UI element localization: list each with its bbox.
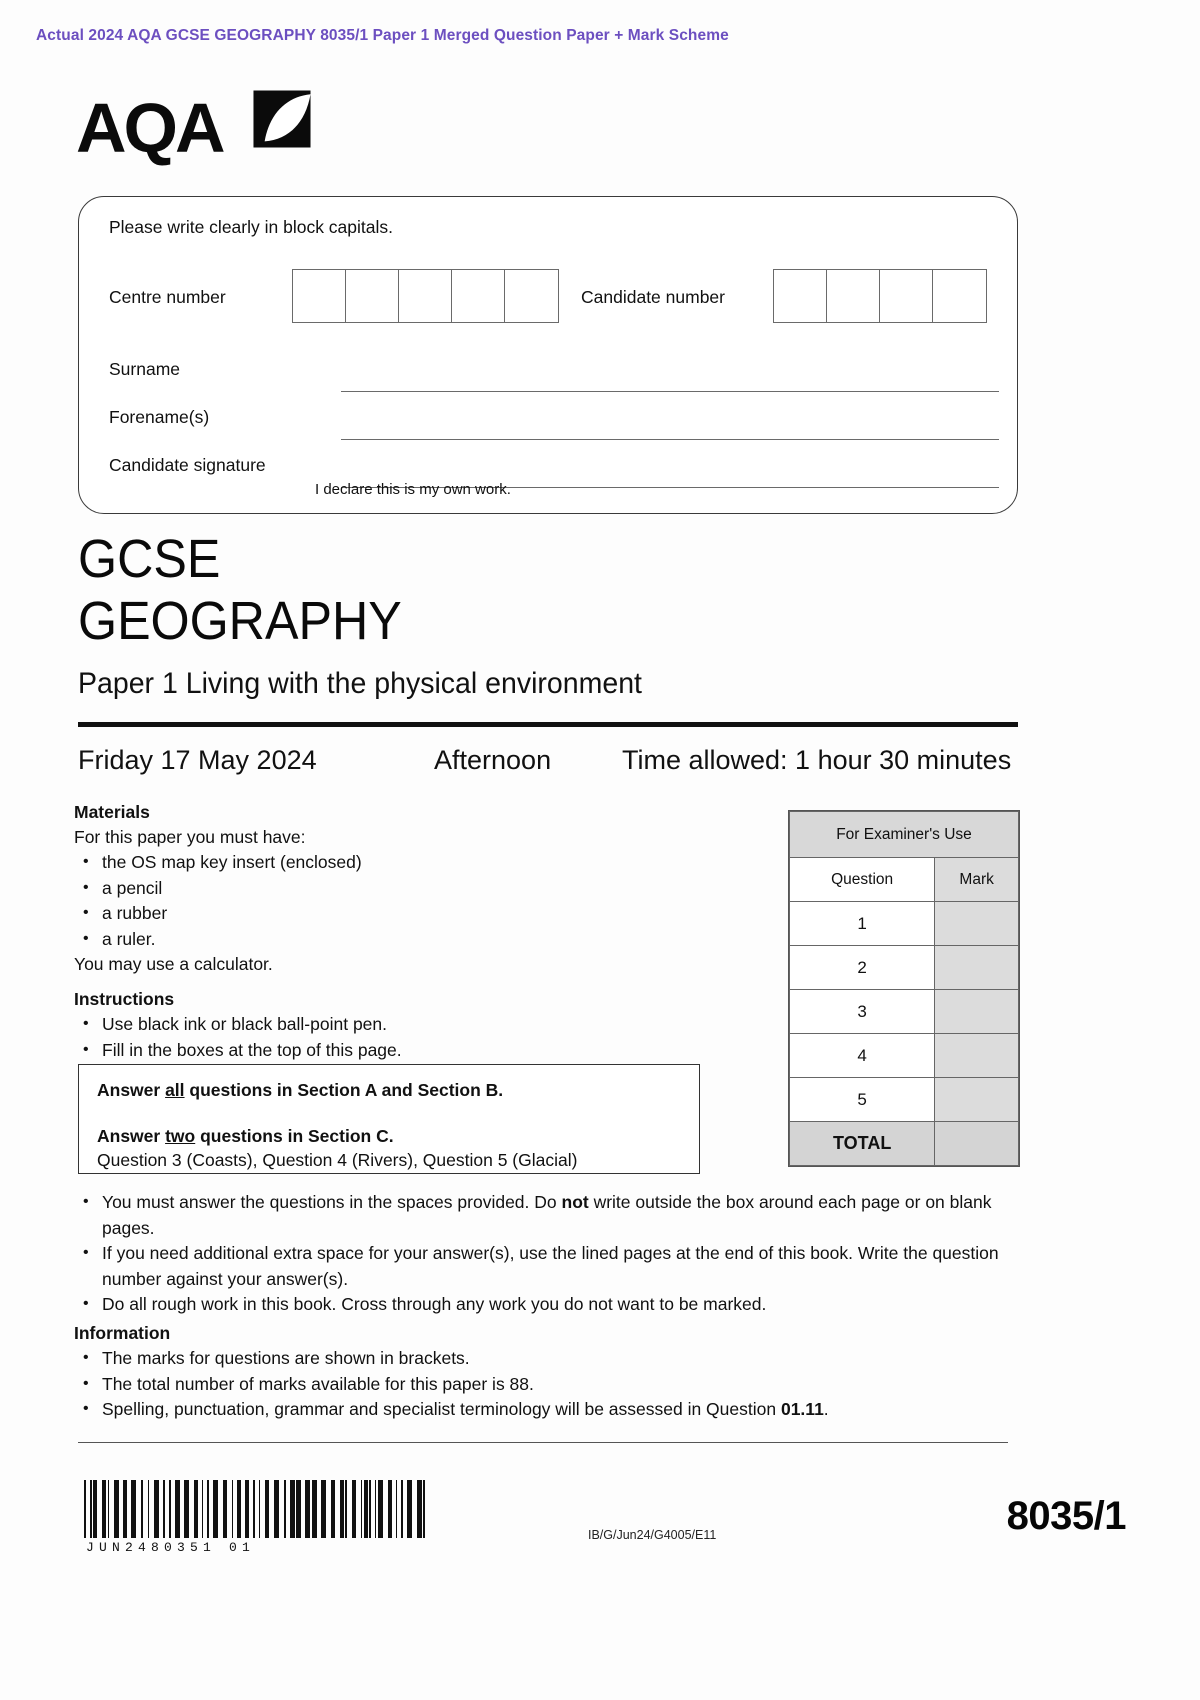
column-header-question: Question (790, 858, 935, 902)
subject-title: GEOGRAPHY (78, 591, 402, 651)
centre-number-cell[interactable] (346, 270, 399, 322)
barcode-bar (194, 1480, 198, 1538)
document-banner-title: Actual 2024 AQA GCSE GEOGRAPHY 8035/1 Paper 1 Merged Question Paper + Mark Scheme (36, 27, 729, 44)
barcode-bar (148, 1480, 150, 1538)
list-item: • a pencil (100, 876, 764, 902)
forename-input-line[interactable] (341, 439, 999, 440)
barcode-bar (340, 1480, 344, 1538)
barcode-bar (274, 1480, 279, 1538)
question-number-cell: 1 (790, 902, 935, 946)
list-item: • a ruler. (100, 927, 764, 953)
materials-list (74, 850, 764, 952)
information-list (74, 1346, 1009, 1423)
forename-row[interactable] (109, 397, 999, 444)
total-label-cell: TOTAL (790, 1122, 935, 1166)
aqa-wordmark: AQA (76, 89, 223, 167)
barcode-bar (213, 1480, 218, 1538)
barcode-bar (253, 1480, 255, 1538)
answer-two-prefix: Answer (97, 1126, 166, 1146)
centre-number-cell[interactable] (293, 270, 346, 322)
barcode-bar (207, 1480, 209, 1538)
centre-number-cell[interactable] (505, 270, 558, 322)
barcode-bar (108, 1480, 110, 1538)
exam-meta-row (78, 745, 1018, 783)
barcode-bar (321, 1480, 326, 1538)
barcode-bar (237, 1480, 241, 1538)
candidate-number-cell[interactable] (774, 270, 827, 322)
table-row (790, 946, 1019, 990)
barcode-bar (352, 1480, 356, 1538)
table-row (790, 812, 1019, 858)
barcode-bar (141, 1480, 143, 1538)
candidate-number-cell[interactable] (933, 270, 986, 322)
barcode-bar (202, 1480, 204, 1538)
table-row (790, 1122, 1019, 1166)
paper-code: 8035/1 (1006, 1494, 1126, 1538)
barcode-bar (163, 1480, 165, 1538)
table-row (790, 1078, 1019, 1122)
barcode-bar (131, 1480, 136, 1538)
mark-entry-cell[interactable] (935, 902, 1019, 946)
question-number-cell: 5 (790, 1078, 935, 1122)
barcode-bar (396, 1480, 398, 1538)
mark-entry-cell[interactable] (935, 990, 1019, 1034)
qualification-title: GCSE (78, 529, 221, 589)
answer-instruction-box (78, 1064, 700, 1174)
number-fields-row (109, 269, 989, 325)
centre-number-cell[interactable] (399, 270, 452, 322)
barcode-bar (388, 1480, 392, 1538)
barcode-bar (259, 1480, 261, 1538)
list-item: • Use black ink or black ball-point pen. (100, 1012, 764, 1038)
barcode-bar (284, 1480, 286, 1538)
barcode-bar (423, 1480, 425, 1538)
centre-number-label: Centre number (109, 287, 226, 307)
barcode-bar (265, 1480, 269, 1538)
information-text-b: . (823, 1399, 829, 1419)
list-item (100, 1190, 1009, 1241)
paper-reference-code: IB/G/Jun24/G4005/E11 (588, 1528, 717, 1542)
centre-number-input[interactable] (292, 269, 559, 323)
barcode-bar (375, 1480, 377, 1538)
answer-two-suffix: questions in Section C. (195, 1126, 394, 1146)
forename-label: Forename(s) (109, 407, 210, 427)
information-text-a: Spelling, punctuation, grammar and specialist terminology will be assessed in Question (102, 1399, 781, 1419)
barcode-bar (114, 1480, 119, 1538)
section-c-options: Question 3 (Coasts), Question 4 (Rivers), Question 5 (Glacial) (97, 1150, 578, 1170)
barcode-bar (417, 1480, 422, 1538)
list-item: • a rubber (100, 901, 764, 927)
signature-row[interactable] (109, 445, 999, 492)
aqa-leaf-icon (251, 88, 313, 150)
barcode-bar (232, 1480, 234, 1538)
instruction-emphasis: not (561, 1192, 589, 1212)
centre-number-cell[interactable] (452, 270, 505, 322)
list-item (100, 1292, 1009, 1318)
barcode-bar (364, 1480, 368, 1538)
list-item (100, 1397, 1009, 1423)
barcode-bar (407, 1480, 412, 1538)
barcode-bar (345, 1480, 347, 1538)
mark-entry-cell[interactable] (935, 946, 1019, 990)
barcode-bar (378, 1480, 383, 1538)
table-row (790, 902, 1019, 946)
surname-row[interactable] (109, 349, 999, 396)
barcode-bar (84, 1480, 86, 1538)
answer-all-prefix: Answer (97, 1080, 166, 1100)
barcode-bar (331, 1480, 335, 1538)
mark-entry-cell[interactable] (935, 1034, 1019, 1078)
barcode-bar (93, 1480, 97, 1538)
barcode-bar (154, 1480, 159, 1538)
examiner-table-title: For Examiner's Use (790, 812, 1019, 858)
exam-session: Afternoon (434, 745, 552, 775)
question-number-cell: 4 (790, 1034, 935, 1078)
question-number-cell: 3 (790, 990, 935, 1034)
barcode-bar (369, 1480, 371, 1538)
spacer (74, 977, 764, 989)
list-item: • Fill in the boxes at the top of this page. (100, 1038, 764, 1064)
barcode-image (84, 1480, 434, 1538)
information-text-a: The marks for questions are shown in brackets. (102, 1348, 470, 1368)
barcode-bar (290, 1480, 295, 1538)
candidate-number-label: Candidate number (581, 287, 725, 307)
table-row (790, 1034, 1019, 1078)
instructions-list (74, 1012, 764, 1063)
answer-all-emphasis: all (165, 1080, 185, 1100)
footer-divider (78, 1442, 1008, 1443)
answer-section-ab-line (97, 1078, 681, 1102)
information-emphasis: 01.11 (780, 1399, 824, 1419)
candidate-signature-label: Candidate signature (109, 455, 266, 475)
barcode-bar (184, 1480, 189, 1538)
exam-date: Friday 17 May 2024 (78, 745, 317, 775)
general-instructions-list-wrap (74, 1190, 1009, 1318)
barcode-bar (223, 1480, 227, 1538)
surname-label: Surname (109, 359, 181, 379)
candidate-details-box (78, 196, 1018, 514)
answer-two-emphasis: two (165, 1126, 196, 1146)
instruction-text-a: If you need additional extra space for your answer(s), use the lined pages at the end of this book. Write the question number against your answer(s). (102, 1243, 999, 1289)
general-instructions-list (74, 1190, 1009, 1318)
information-text-a: The total number of marks available for this paper is 88. (102, 1373, 534, 1394)
mark-entry-cell[interactable] (935, 1078, 1019, 1122)
question-number-cell: 2 (790, 946, 935, 990)
instruction-text-b: write outside the box around each page or on blank pages. (102, 1192, 992, 1238)
candidate-number-input[interactable] (773, 269, 987, 323)
column-header-mark: Mark (935, 858, 1019, 902)
candidate-number-cell[interactable] (827, 270, 880, 322)
barcode-bar (123, 1480, 127, 1538)
declaration-text: I declare this is my own work. (315, 481, 511, 498)
information-section (74, 1323, 1009, 1423)
barcode-bar (175, 1480, 180, 1538)
paper-title: Paper 1 Living with the physical environment (78, 667, 642, 700)
aqa-logo (76, 85, 326, 167)
instruction-text-a: Do all rough work in this book. Cross through any work you do not want to be marked. (102, 1294, 767, 1314)
table-row (790, 990, 1019, 1034)
list-item: • the OS map key insert (enclosed) (100, 850, 764, 876)
exam-time-allowed: Time allowed: 1 hour 30 minutes (622, 745, 1012, 775)
table-row (790, 858, 1019, 902)
materials-and-instructions (74, 802, 764, 1063)
barcode-digits: JUN2480351 01 (86, 1540, 256, 1555)
block-capitals-note: Please write clearly in block capitals. (109, 217, 394, 237)
list-item (100, 1372, 1009, 1398)
answer-section-c-line (97, 1124, 681, 1148)
barcode-bar (401, 1480, 403, 1538)
title-divider (78, 722, 1018, 727)
barcode-bar (361, 1480, 363, 1538)
calculator-note: You may use a calculator. (74, 954, 273, 974)
barcode-bar (305, 1480, 310, 1538)
candidate-number-cell[interactable] (880, 270, 933, 322)
total-mark-cell[interactable] (935, 1122, 1019, 1166)
answer-all-suffix: questions in Section A and Section B. (184, 1080, 504, 1100)
barcode-bar (245, 1480, 249, 1538)
materials-intro: For this paper you must have: (74, 827, 306, 847)
instructions-heading: Instructions (74, 989, 175, 1009)
barcode-bar (169, 1480, 171, 1538)
examiner-use-table (788, 810, 1020, 1167)
surname-input-line[interactable] (341, 391, 999, 392)
barcode-bar (296, 1480, 301, 1538)
barcode-bar (90, 1480, 92, 1538)
barcode-bar (102, 1480, 106, 1538)
instruction-text-a: You must answer the questions in the spaces provided. Do (102, 1192, 562, 1212)
barcode-bar (312, 1480, 317, 1538)
list-item (100, 1241, 1009, 1292)
information-heading: Information (74, 1323, 171, 1343)
list-item (100, 1346, 1009, 1372)
materials-heading: Materials (74, 802, 150, 822)
